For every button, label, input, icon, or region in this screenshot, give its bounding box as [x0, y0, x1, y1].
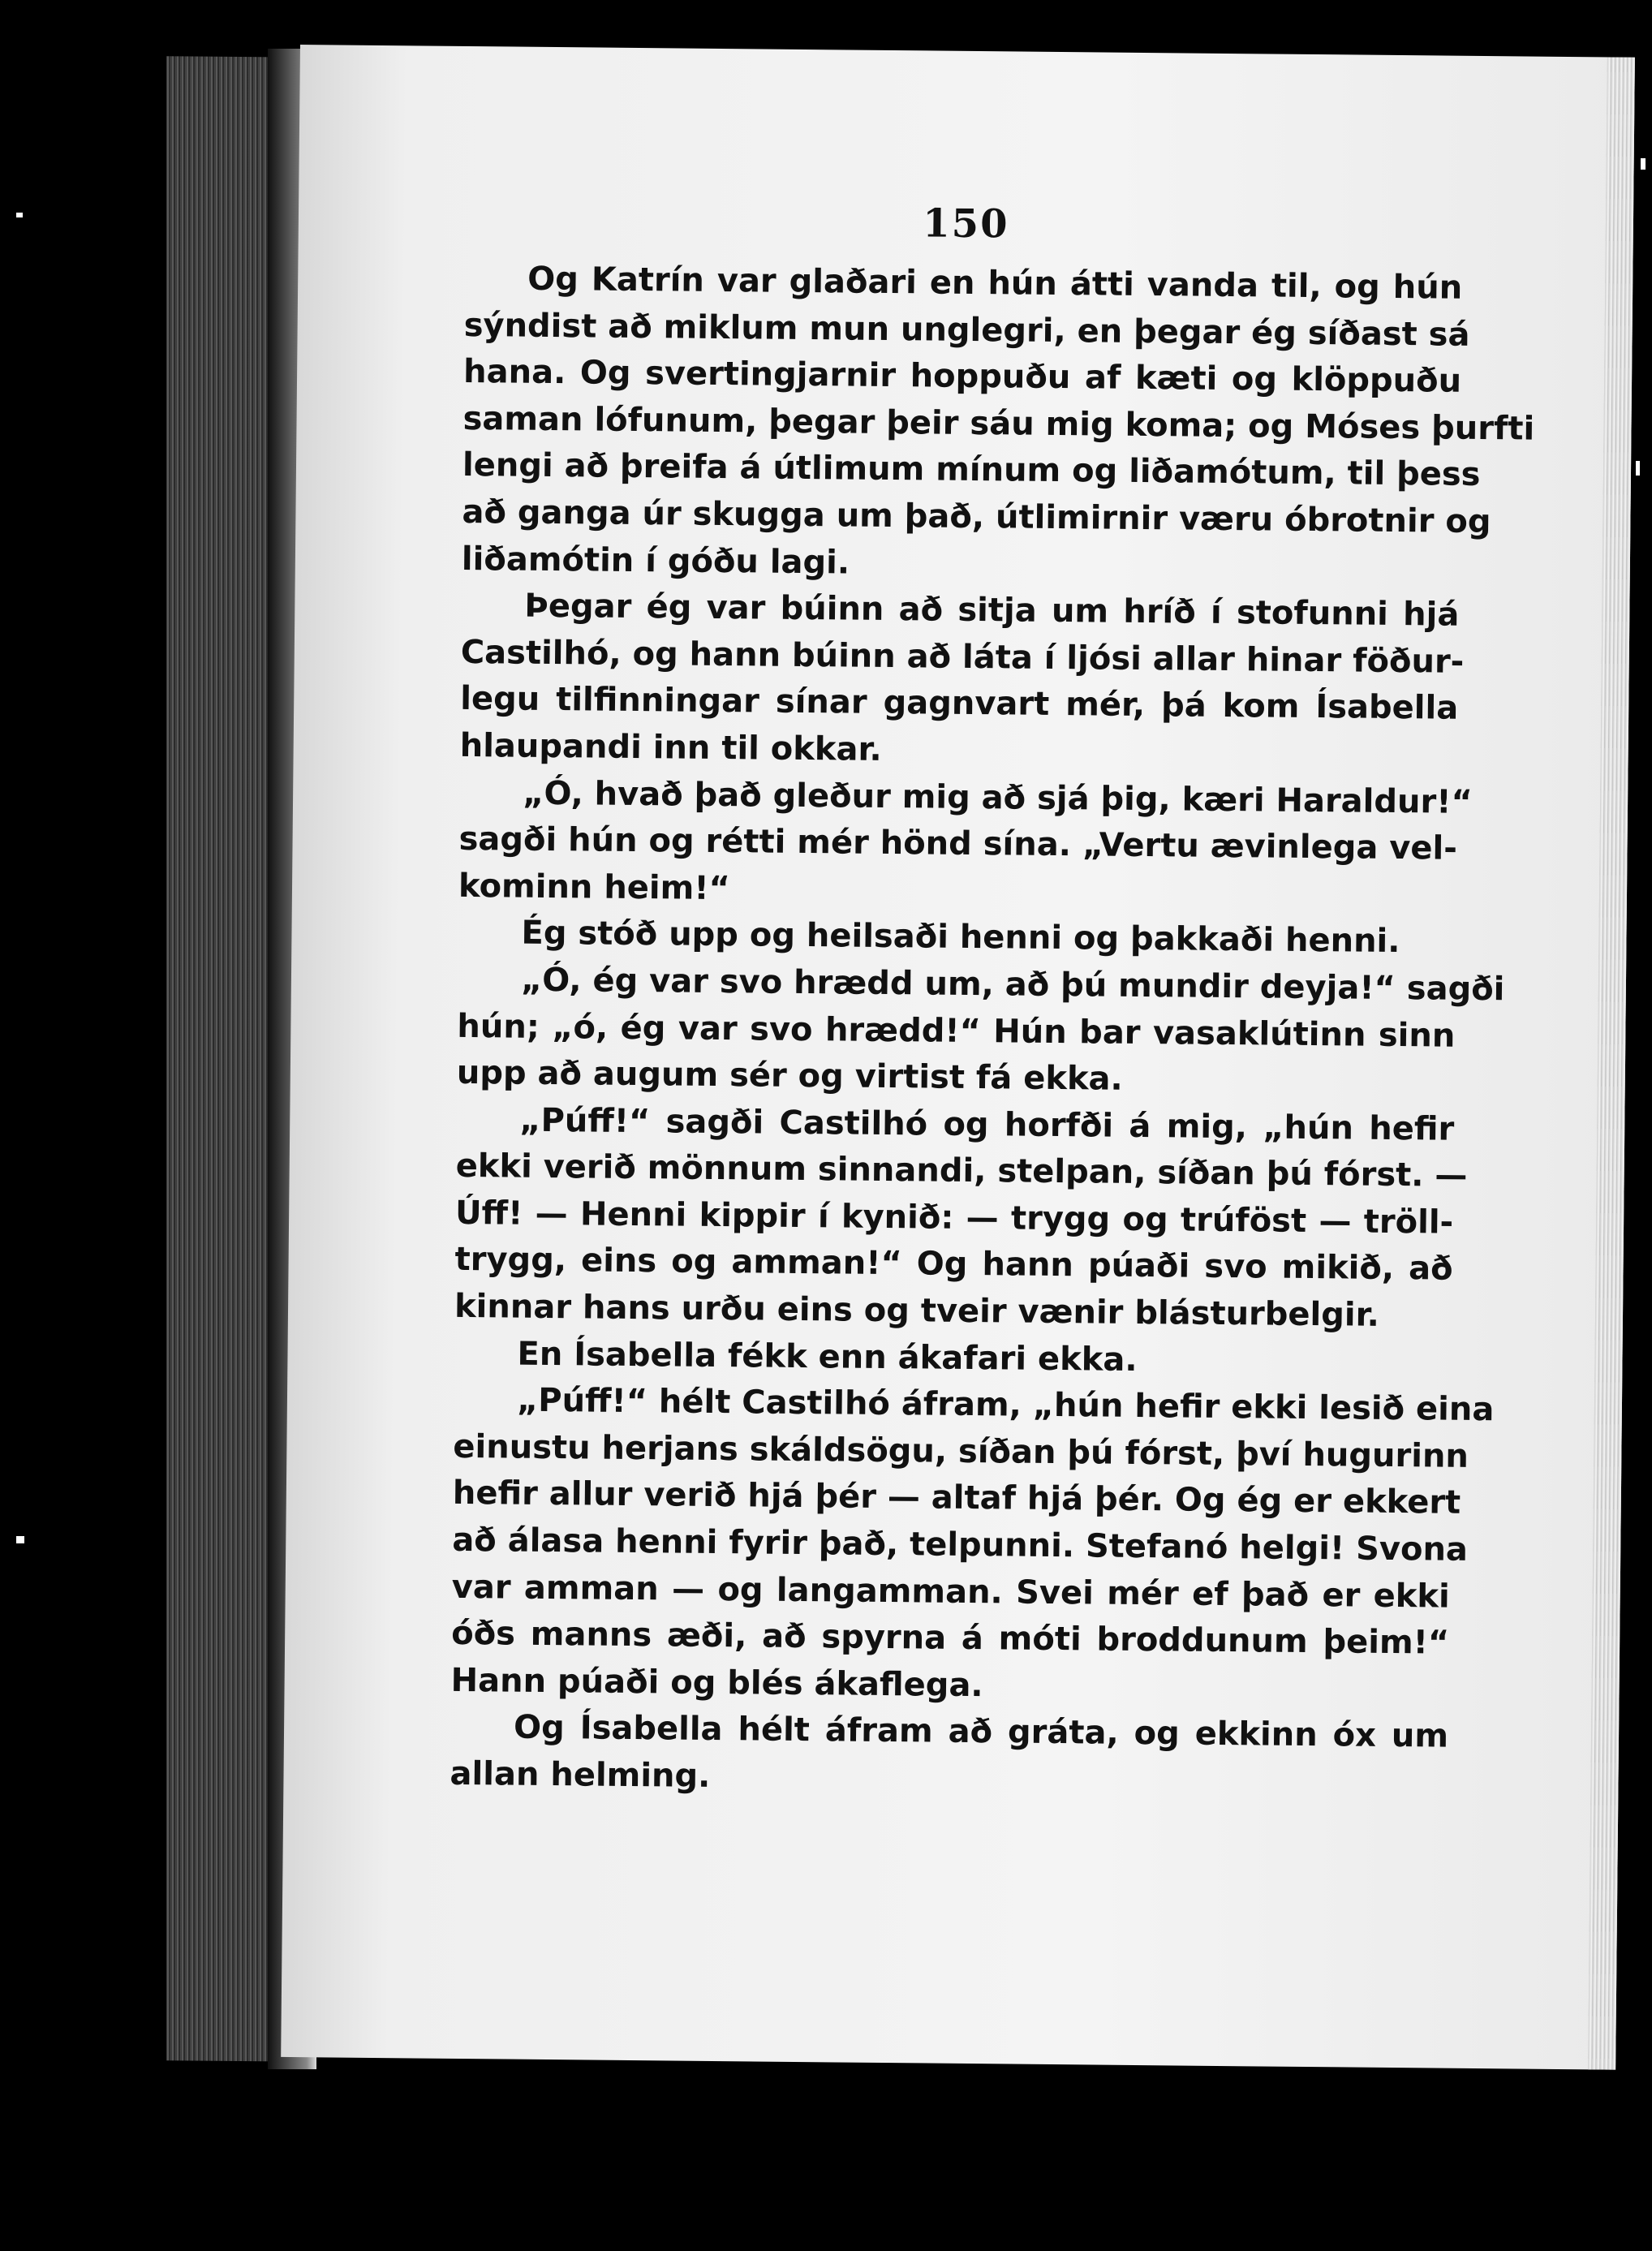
paragraph [458, 769, 1473, 919]
scan-speck [1636, 461, 1640, 476]
text-line: hún; „ó, ég var svo hrædd!“ Hún bar vasaklútinn sinn [457, 1007, 1456, 1055]
text-line: óðs manns æði, að spyrna á móti broddunum þeim!“ [450, 1615, 1450, 1662]
text-line: að ganga úr skugga um það, útlimirnir væru óbrotnir og [462, 493, 1491, 541]
page-number: 150 [923, 200, 1009, 247]
page-right-edge [1588, 57, 1635, 2069]
scan-speck [16, 1536, 24, 1543]
text-line: legu tilfinningar sínar gagnvart mér, þá kom Ísabella [460, 680, 1459, 728]
text-line: sýndist að miklum mun unglegri, en þegar ég síðast sá [463, 306, 1470, 354]
text-line: upp að augum sér og virtist fá ekka. [456, 1054, 1123, 1098]
paragraph [461, 256, 1535, 592]
text-line: hana. Og svertingjarnir hoppuðu af kæti og klöppuðu [462, 353, 1462, 400]
paragraph [459, 583, 1465, 779]
paragraph [450, 1704, 1448, 1807]
text-line: En Ísabella fékk enn ákafari ekka. [517, 1335, 1138, 1379]
text-line: sagði hún og rétti mér hönd sína. „Vertu ævinlega vel- [458, 820, 1458, 867]
text-line: að álasa henni fyrir það, telpunni. Stefanó helgi! Svona [452, 1521, 1469, 1569]
scan-speck [16, 213, 23, 217]
text-line: „Púff!“ hélt Castilhó áfram, „hún hefir ekki lesið eina [516, 1381, 1495, 1429]
text-line: „Ó, ég var svo hrædd um, að þú mundir deyja!“ sagði [520, 961, 1505, 1009]
text-line: Og Katrín var glaðari en hún átti vanda til, og hún [527, 260, 1463, 307]
text-line: Castilhó, og hann búinn að láta í ljósi allar hinar föður- [460, 633, 1465, 681]
text-line: Hann púaði og blés ákaflega. [450, 1661, 983, 1704]
text-line: var amman — og langamman. Svei mér ef það er ekki [451, 1568, 1450, 1616]
text-line: trygg, eins og amman!“ Og hann púaði svo mikið, að [454, 1241, 1453, 1289]
text-line: allan helming. [450, 1754, 711, 1795]
text-line: Ég stóð upp og heilsaði henni og þakkaði henni. [521, 914, 1400, 961]
paragraph [450, 1377, 1495, 1714]
paragraph [456, 957, 1505, 1107]
text-line: Úff! — Henni kippir í kynið: — trygg og trúföst — tröll- [454, 1194, 1454, 1242]
body-text [450, 256, 1535, 1807]
text-line: „Ó, hvað það gleður mig að sjá þig, kæri Haraldur!“ [522, 774, 1473, 821]
text-line: kinnar hans urðu eins og tveir vænir blásturbelgir. [454, 1287, 1380, 1334]
book-page [281, 45, 1635, 2070]
text-line: hlaupandi inn til okkar. [459, 726, 882, 768]
text-line: kominn heim!“ [458, 867, 731, 907]
text-line: lengi að þreifa á útlimum mínum og liðamótum, til þess [462, 446, 1481, 494]
text-line: einustu herjans skáldsögu, síðan þú fórst, því hugurinn [453, 1427, 1469, 1475]
scan-speck [1641, 158, 1646, 170]
text-line: Þegar ég var búinn að sitja um hríð í stofunni hjá [524, 587, 1460, 634]
text-line: Og Ísabella hélt áfram að gráta, og ekkinn óx um [513, 1709, 1449, 1756]
paragraph [454, 1097, 1468, 1341]
text-line: saman lófunum, þegar þeir sáu mig koma; og Móses þurfti [462, 399, 1535, 448]
text-line: ekki verið mönnum sinnandi, stelpan, síðan þú fórst. — [455, 1147, 1468, 1195]
text-line: „Púff!“ sagði Castilhó og horfði á mig, „hún hefir [519, 1101, 1455, 1148]
text-line: liðamótin í góðu lagi. [461, 540, 850, 582]
text-line: hefir allur verið hjá þér — altaf hjá þér. Og ég er ekkert [452, 1474, 1461, 1522]
